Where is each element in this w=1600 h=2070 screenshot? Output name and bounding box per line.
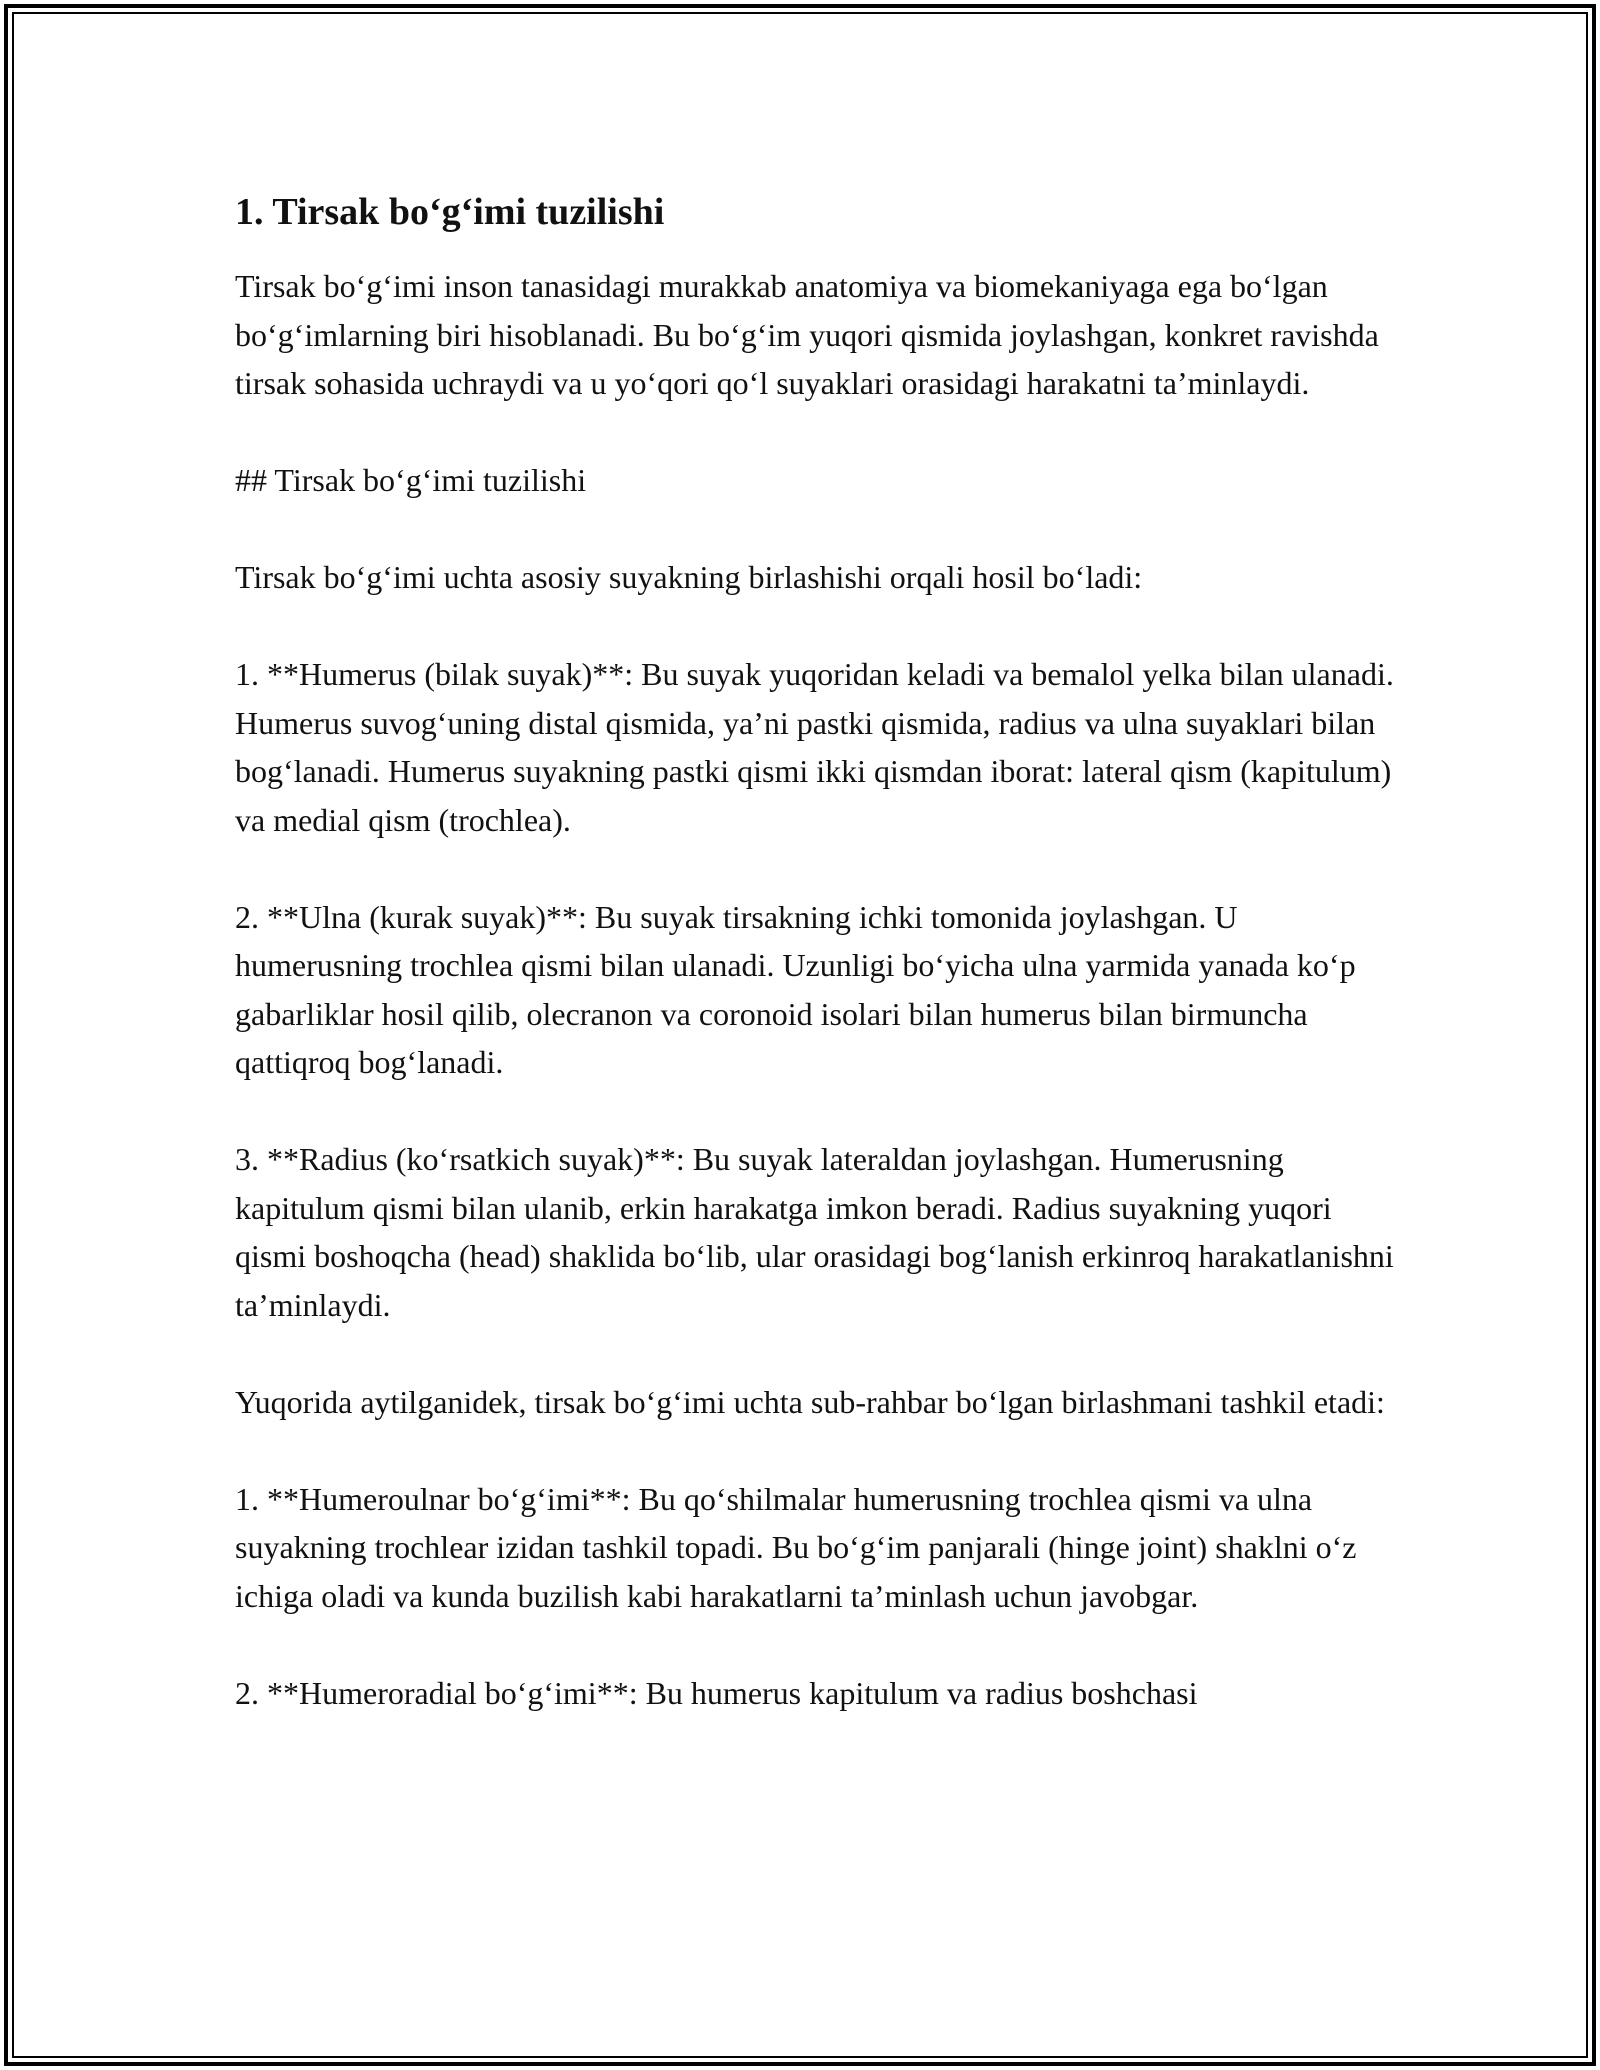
paragraph-humeroulnar: 1. **Humeroulnar bo‘g‘imi**: Bu qo‘shilmalar humerusning trochlea qismi va ulna suyakning trochlear izidan tashkil topadi. Bu bo‘g‘im panjarali (hinge joint) shaklni o‘z ichiga oladi va kunda buzilish kabi harakatlarni ta’minlash uchun javobgar.	[235, 1480, 1357, 1614]
paragraph-ulna: 2. **Ulna (kurak suyak)**: Bu suyak tirsakning ichki tomonida joylashgan. U humerusning trochlea qismi bilan ulanadi. Uzunligi bo‘yicha ulna yarmida yanada ko‘p gabarliklar hosil qilib, olecranon va coronoid isolari bilan humerus bilan birmuncha qattiqroq bog‘lanadi.	[235, 898, 1356, 1080]
paragraph-intro: Tirsak bo‘g‘imi inson tanasidagi murakkab anatomiya va biomekaniyaga ega bo‘lgan bo‘g‘imlarning biri hisoblanadi. Bu bo‘g‘im yuqori qismida joylashgan, konkret ravishda tirsak sohasida uchraydi va u yo‘qori qo‘l suyaklari orasidagi harakatni ta’minlaydi.	[235, 268, 1379, 401]
paragraph-bones-intro: Tirsak bo‘g‘imi uchta asosiy suyakning birlashishi orqali hosil bo‘ladi:	[235, 559, 1143, 595]
paragraph-radius: 3. **Radius (ko‘rsatkich suyak)**: Bu suyak lateraldan joylashgan. Humerusning kapitulum qismi bilan ulanib, erkin harakatga imkon beradi. Radius suyakning yuqori qismi boshoqcha (head) shaklida bo‘lib, ular orasidagi bog‘lanish erkinroq harakatlanishni ta’minlaydi.	[235, 1141, 1394, 1323]
paragraph-humerus: 1. **Humerus (bilak suyak)**: Bu suyak yuqoridan keladi va bemalol yelka bilan ulanadi. Humerus suvog‘uning distal qismida, ya’ni pastki qismida, radius va ulna suyaklari bilan bog‘lanadi. Humerus suyakning pastki qismi ikki qismdan iborat: lateral qism (kapitulum) va medial qism (trochlea).	[235, 656, 1394, 838]
paragraph-humeroradial: 2. **Humeroradial bo‘g‘imi**: Bu humerus kapitulum va radius boshchasi	[235, 1674, 1198, 1711]
document-title: 1. Tirsak bo‘g‘imi tuzilishi	[235, 191, 665, 233]
paragraph-subheading: ## Tirsak bo‘g‘imi tuzilishi	[235, 462, 587, 498]
paragraph-joints-intro: Yuqorida aytilganidek, tirsak bo‘g‘imi uchta sub-rahbar bo‘lgan birlashmani tashkil etadi:	[235, 1383, 1385, 1420]
document-body	[235, 186, 1395, 1717]
